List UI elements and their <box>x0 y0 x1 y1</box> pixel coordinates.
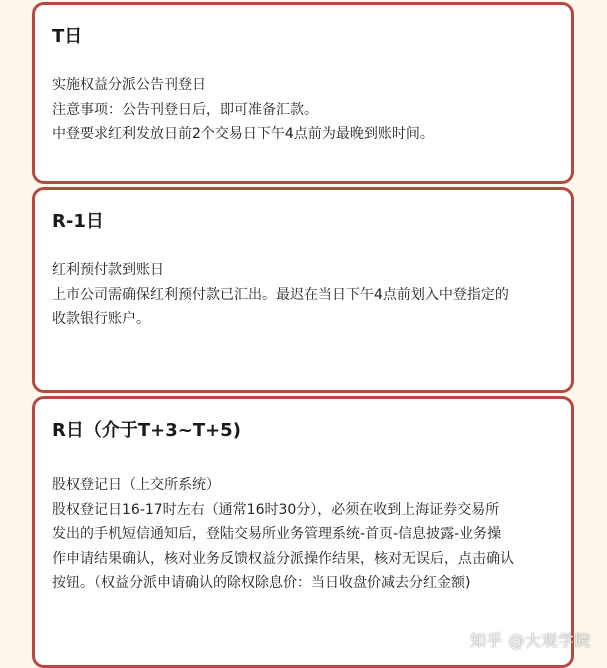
card-line: 注意事项：公告刊登日后，即可准备汇款。 <box>52 101 318 118</box>
watermark: 知乎 @大观学院 <box>469 631 591 650</box>
card-body <box>52 258 553 332</box>
card-title: R日（介于T+3~T+5) <box>52 420 241 441</box>
card-line: 按钮。（权益分派申请确认的除权除息价：当日收盘价减去分红金额) <box>52 575 471 591</box>
card-body <box>52 73 553 147</box>
card-line: 实施权益分派公告刊登日 <box>52 77 206 93</box>
card-title: T日 <box>52 26 83 47</box>
card-line: 中登要求红利发放日前2个交易日下午4点前为最晚到账时间。 <box>52 126 434 142</box>
card-line: 上市公司需确保红利预付款已汇出。最迟在当日下午4点前划入中登指定的 <box>52 286 509 303</box>
card-line: 红利预付款到账日 <box>52 262 164 278</box>
timeline-card-r-minus-1-day <box>32 187 574 393</box>
card-line: 股权登记日16-17时左右（通常16时30分），必须在收到上海证券交易所 <box>52 501 500 518</box>
card-line: 收款银行账户。 <box>52 311 150 327</box>
card-body <box>52 473 553 596</box>
timeline-card-t-day <box>32 2 574 184</box>
card-title: R-1日 <box>52 211 104 232</box>
card-line: 发出的手机短信通知后，登陆交易所业务管理系统-首页-信息披露-业务操 <box>52 526 502 542</box>
card-line: 作申请结果确认，核对业务反馈权益分派操作结果，核对无误后，点击确认 <box>52 550 514 567</box>
card-line: 股权登记日（上交所系统） <box>52 477 220 493</box>
